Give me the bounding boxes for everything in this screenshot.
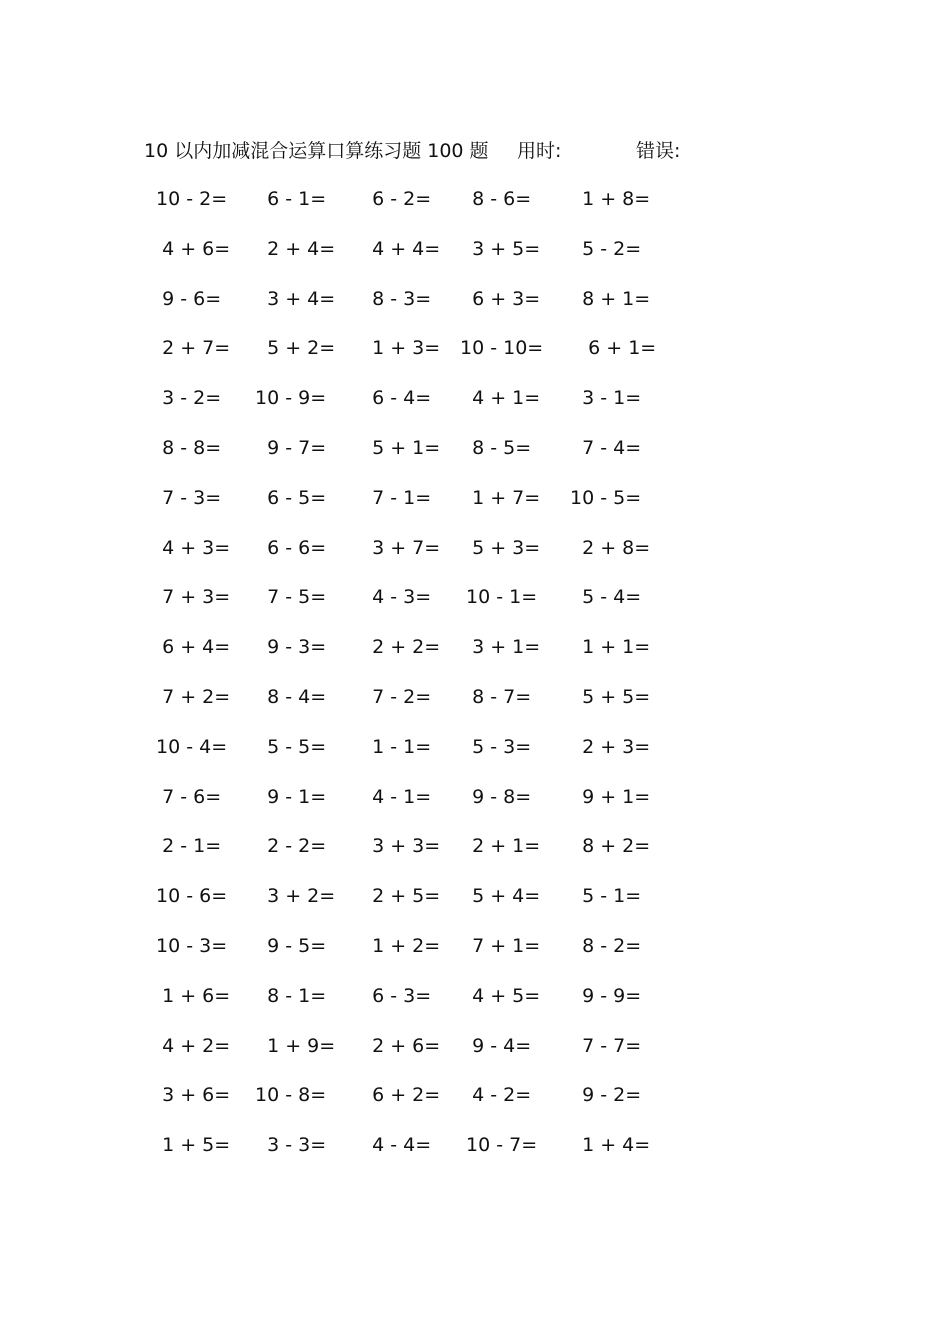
- problem-row: [0, 980, 950, 1030]
- math-problem: 7 - 1=: [360, 486, 432, 509]
- problem-row: [0, 681, 950, 731]
- math-problem: 8 - 7=: [460, 685, 532, 708]
- math-problem: 9 - 6=: [150, 287, 222, 310]
- problem-row: [0, 930, 950, 980]
- math-problem: 7 - 7=: [570, 1034, 642, 1057]
- problem-row: [0, 581, 950, 631]
- problem-row: [0, 332, 950, 382]
- problem-row: [0, 1079, 950, 1129]
- math-problem: 9 - 8=: [460, 785, 532, 808]
- math-problem: 7 - 6=: [150, 785, 222, 808]
- math-problem: 1 - 1=: [360, 735, 432, 758]
- math-problem: 5 - 3=: [460, 735, 532, 758]
- math-problem: 2 + 3=: [570, 735, 651, 758]
- math-problem: 2 - 2=: [255, 835, 327, 858]
- math-problem: 8 - 5=: [460, 436, 532, 459]
- problem-row: [0, 382, 950, 432]
- problem-row: [0, 482, 950, 532]
- math-problem: 1 + 6=: [150, 984, 231, 1007]
- math-problem: 9 - 5=: [255, 934, 327, 957]
- math-problem: 1 + 2=: [360, 934, 441, 957]
- math-problem: 2 + 8=: [570, 536, 651, 559]
- math-problem: 6 + 3=: [460, 287, 541, 310]
- math-problem: 7 - 2=: [360, 685, 432, 708]
- math-problem: 10 - 10=: [460, 337, 544, 360]
- math-problem: 4 + 6=: [150, 237, 231, 260]
- math-problem: 5 + 2=: [255, 337, 336, 360]
- time-used-label: 用时:: [517, 140, 562, 162]
- math-problem: 5 + 4=: [460, 885, 541, 908]
- math-problem: 5 - 2=: [570, 237, 642, 260]
- math-problem: 6 - 1=: [255, 188, 327, 210]
- problem-row: [0, 283, 950, 333]
- math-problem: 10 - 3=: [150, 934, 228, 957]
- math-problem: 9 - 1=: [255, 785, 327, 808]
- math-problem: 1 + 7=: [460, 486, 541, 509]
- math-problem: 4 - 4=: [360, 1134, 432, 1157]
- math-problem: 2 + 1=: [460, 835, 541, 858]
- math-problem: 6 - 3=: [360, 984, 432, 1007]
- math-problem: 10 - 6=: [150, 885, 228, 908]
- math-problem: 6 + 1=: [570, 337, 657, 360]
- math-problem: 3 + 6=: [150, 1084, 231, 1107]
- math-problem: 10 - 8=: [255, 1084, 327, 1107]
- math-problem: 5 - 1=: [570, 885, 642, 908]
- math-problem: 1 + 8=: [570, 188, 651, 210]
- math-problem: 2 - 1=: [150, 835, 222, 858]
- math-problem: 10 - 7=: [460, 1134, 538, 1157]
- worksheet-title: 10 以内加减混合运算口算练习题 100 题: [144, 140, 489, 162]
- math-problem: 4 + 4=: [360, 237, 441, 260]
- math-problem: 7 + 3=: [150, 586, 231, 609]
- math-problem: 6 + 4=: [150, 636, 231, 659]
- math-problem: 8 - 6=: [460, 188, 532, 210]
- math-problem: 7 - 3=: [150, 486, 222, 509]
- problem-grid: [0, 183, 950, 1179]
- math-problem: 4 - 2=: [460, 1084, 532, 1107]
- problem-row: [0, 631, 950, 681]
- math-problem: 9 - 2=: [570, 1084, 642, 1107]
- math-problem: 2 + 6=: [360, 1034, 441, 1057]
- math-problem: 6 - 2=: [360, 188, 432, 210]
- math-problem: 3 + 2=: [255, 885, 336, 908]
- math-problem: 10 - 5=: [570, 486, 642, 509]
- math-problem: 3 - 2=: [150, 387, 222, 410]
- math-problem: 3 + 5=: [460, 237, 541, 260]
- math-problem: 8 + 1=: [570, 287, 651, 310]
- math-problem: 3 + 3=: [360, 835, 441, 858]
- math-problem: 3 - 3=: [255, 1134, 327, 1157]
- math-problem: 2 + 7=: [150, 337, 231, 360]
- math-problem: 9 - 9=: [570, 984, 642, 1007]
- math-problem: 10 - 2=: [150, 188, 228, 210]
- math-problem: 10 - 9=: [255, 387, 327, 410]
- problem-row: [0, 880, 950, 930]
- math-problem: 9 - 3=: [255, 636, 327, 659]
- math-problem: 4 + 3=: [150, 536, 231, 559]
- math-problem: 6 - 4=: [360, 387, 432, 410]
- math-problem: 8 - 1=: [255, 984, 327, 1007]
- math-problem: 7 - 4=: [570, 436, 642, 459]
- problem-row: [0, 233, 950, 283]
- math-problem: 5 - 5=: [255, 735, 327, 758]
- math-problem: 1 + 3=: [360, 337, 441, 360]
- math-problem: 8 - 8=: [150, 436, 222, 459]
- math-problem: 4 + 2=: [150, 1034, 231, 1057]
- problem-row: [0, 183, 950, 233]
- math-problem: 7 + 2=: [150, 685, 231, 708]
- math-problem: 5 - 4=: [570, 586, 642, 609]
- math-problem: 5 + 3=: [460, 536, 541, 559]
- math-problem: 7 - 5=: [255, 586, 327, 609]
- problem-row: [0, 1030, 950, 1080]
- math-problem: 7 + 1=: [460, 934, 541, 957]
- math-problem: 6 + 2=: [360, 1084, 441, 1107]
- math-problem: 3 + 1=: [460, 636, 541, 659]
- math-problem: 4 - 1=: [360, 785, 432, 808]
- math-problem: 2 + 5=: [360, 885, 441, 908]
- math-problem: 5 + 1=: [360, 436, 441, 459]
- math-problem: 1 + 4=: [570, 1134, 651, 1157]
- math-problem: 8 - 3=: [360, 287, 432, 310]
- math-problem: 3 + 7=: [360, 536, 441, 559]
- math-problem: 8 + 2=: [570, 835, 651, 858]
- math-problem: 8 - 2=: [570, 934, 642, 957]
- math-problem: 6 - 5=: [255, 486, 327, 509]
- math-problem: 6 - 6=: [255, 536, 327, 559]
- problem-row: [0, 830, 950, 880]
- problem-row: [0, 1129, 950, 1179]
- math-problem: 5 + 5=: [570, 685, 651, 708]
- math-problem: 4 + 1=: [460, 387, 541, 410]
- math-problem: 2 + 2=: [360, 636, 441, 659]
- math-problem: 2 + 4=: [255, 237, 336, 260]
- math-problem: 3 - 1=: [570, 387, 642, 410]
- math-problem: 9 + 1=: [570, 785, 651, 808]
- math-problem: 4 + 5=: [460, 984, 541, 1007]
- problem-row: [0, 432, 950, 482]
- math-problem: 1 + 9=: [255, 1034, 336, 1057]
- math-problem: 10 - 1=: [460, 586, 538, 609]
- math-problem: 1 + 1=: [570, 636, 651, 659]
- problem-row: [0, 781, 950, 831]
- math-problem: 4 - 3=: [360, 586, 432, 609]
- math-problem: 3 + 4=: [255, 287, 336, 310]
- problem-row: [0, 731, 950, 781]
- math-problem: 9 - 7=: [255, 436, 327, 459]
- math-problem: 10 - 4=: [150, 735, 228, 758]
- problem-row: [0, 532, 950, 582]
- math-problem: 8 - 4=: [255, 685, 327, 708]
- math-problem: 1 + 5=: [150, 1134, 231, 1157]
- errors-label: 错误:: [636, 140, 681, 162]
- math-problem: 9 - 4=: [460, 1034, 532, 1057]
